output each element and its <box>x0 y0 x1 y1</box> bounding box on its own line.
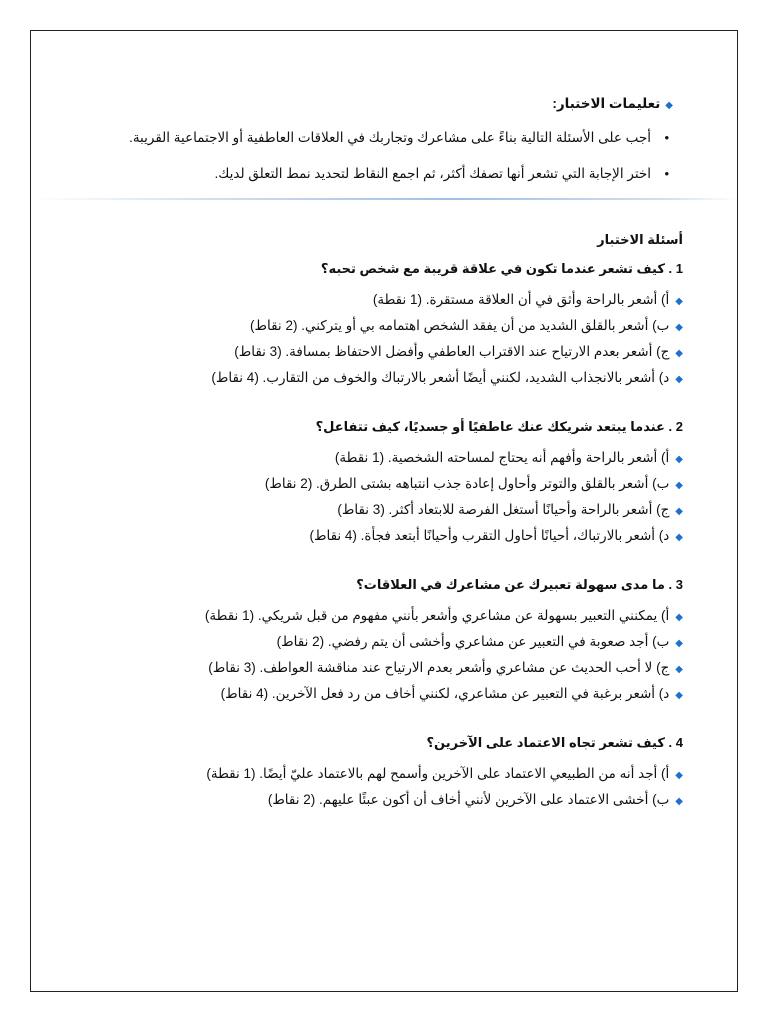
options-list <box>43 608 683 703</box>
dot-bullet-icon: • <box>664 130 669 145</box>
option-text: أ) أجد أنه من الطبيعي الاعتماد على الآخرين وأسمح لهم بالاعتماد عليّ أيضًا. (1 نقطة) <box>206 766 670 781</box>
instructions-title-text: تعليمات الاختبار: <box>552 96 661 111</box>
question-4 <box>43 735 683 809</box>
question-number: 4 . <box>668 735 683 750</box>
diamond-bullet-icon: ◆ <box>675 480 683 491</box>
option-item <box>43 476 683 493</box>
diamond-bullet-icon: ◆ <box>675 770 683 781</box>
question-number: 3 . <box>668 577 683 592</box>
question-text: عندما يبتعد شريكك عنك عاطفيًا أو جسديًا، كيف تتفاعل؟ <box>315 419 665 434</box>
option-text: ب) أخشى الاعتماد على الآخرين لأنني أخاف أن أكون عبئًا عليهم. (2 نقاط) <box>267 792 670 807</box>
option-text: ب) أشعر بالقلق والتوتر وأحاول إعادة جذب انتباهه بشتى الطرق. (2 نقاط) <box>264 476 670 491</box>
option-item <box>43 686 683 703</box>
diamond-bullet-icon: ◆ <box>675 796 683 807</box>
diamond-bullet-icon: ◆ <box>665 100 673 111</box>
diamond-bullet-icon: ◆ <box>675 532 683 543</box>
questions-section <box>43 232 683 841</box>
options-list <box>43 766 683 809</box>
question-text: ما مدى سهولة تعبيرك عن مشاعرك في العلاقات؟ <box>356 577 665 592</box>
instruction-text: أجب على الأسئلة التالية بناءً على مشاعرك وتجاربك في العلاقات العاطفية أو الاجتماعية القريبة. <box>129 130 651 145</box>
option-text: د) أشعر بالانجذاب الشديد، لكنني أيضًا أشعر بالارتباك والخوف من التقارب. (4 نقاط) <box>211 370 670 385</box>
diamond-bullet-icon: ◆ <box>675 348 683 359</box>
question-1 <box>43 261 683 387</box>
instructions-list <box>53 130 673 182</box>
option-item <box>43 608 683 625</box>
diamond-bullet-icon: ◆ <box>675 664 683 675</box>
option-text: أ) أشعر بالراحة وأفهم أنه يحتاج لمساحته الشخصية. (1 نقطة) <box>334 450 670 465</box>
questions-section-title: أسئلة الاختبار <box>597 232 683 247</box>
question-3 <box>43 577 683 703</box>
option-item <box>43 450 683 467</box>
options-list <box>43 292 683 387</box>
dot-bullet-icon: • <box>664 166 669 181</box>
instructions-title <box>53 96 673 112</box>
question-2 <box>43 419 683 545</box>
option-text: ج) أشعر بعدم الارتياح عند الاقتراب العاطفي وأفضل الاحتفاظ بمسافة. (3 نقاط) <box>234 344 670 359</box>
question-title <box>43 261 683 277</box>
question-text: كيف تشعر تجاه الاعتماد على الآخرين؟ <box>426 735 665 750</box>
option-item <box>43 766 683 783</box>
option-text: ب) أجد صعوبة في التعبير عن مشاعري وأخشى أن يتم رفضي. (2 نقاط) <box>276 634 670 649</box>
question-number: 2 . <box>668 419 683 434</box>
option-item <box>43 318 683 335</box>
question-number: 1 . <box>668 261 683 276</box>
option-item <box>43 292 683 309</box>
instruction-item <box>53 166 673 182</box>
instruction-item <box>53 130 673 146</box>
diamond-bullet-icon: ◆ <box>675 296 683 307</box>
option-text: د) أشعر برغبة في التعبير عن مشاعري، لكنني أخاف من رد فعل الآخرين. (4 نقاط) <box>220 686 670 701</box>
diamond-bullet-icon: ◆ <box>675 374 683 385</box>
option-text: أ) أشعر بالراحة وأثق في أن العلاقة مستقرة. (1 نقطة) <box>372 292 670 307</box>
instructions-section <box>53 96 673 202</box>
option-item <box>43 344 683 361</box>
option-item <box>43 660 683 677</box>
option-item <box>43 502 683 519</box>
section-divider <box>31 198 737 200</box>
question-title <box>43 735 683 751</box>
diamond-bullet-icon: ◆ <box>675 638 683 649</box>
instruction-text: اختر الإجابة التي تشعر أنها تصفك أكثر، ثم اجمع النقاط لتحديد نمط التعلق لديك. <box>214 166 651 181</box>
diamond-bullet-icon: ◆ <box>675 690 683 701</box>
option-text: أ) يمكنني التعبير بسهولة عن مشاعري وأشعر بأنني مفهوم من قبل شريكي. (1 نقطة) <box>204 608 670 623</box>
diamond-bullet-icon: ◆ <box>675 506 683 517</box>
option-item <box>43 528 683 545</box>
option-text: ج) لا أحب الحديث عن مشاعري وأشعر بعدم الارتياح عند مناقشة العواطف. (3 نقاط) <box>208 660 670 675</box>
option-text: ج) أشعر بالراحة وأحيانًا أستغل الفرصة للابتعاد أكثر. (3 نقاط) <box>337 502 670 517</box>
question-text: كيف تشعر عندما تكون في علاقة قريبة مع شخص تحبه؟ <box>320 261 665 276</box>
diamond-bullet-icon: ◆ <box>675 322 683 333</box>
option-text: ب) أشعر بالقلق الشديد من أن يفقد الشخص اهتمامه بي أو يتركني. (2 نقاط) <box>250 318 670 333</box>
option-text: د) أشعر بالارتباك، أحيانًا أحاول التقرب وأحيانًا أبتعد فجأة. (4 نقاط) <box>309 528 670 543</box>
diamond-bullet-icon: ◆ <box>675 612 683 623</box>
option-item <box>43 370 683 387</box>
question-title <box>43 577 683 593</box>
diamond-bullet-icon: ◆ <box>675 454 683 465</box>
options-list <box>43 450 683 545</box>
option-item <box>43 792 683 809</box>
question-title <box>43 419 683 435</box>
option-item <box>43 634 683 651</box>
